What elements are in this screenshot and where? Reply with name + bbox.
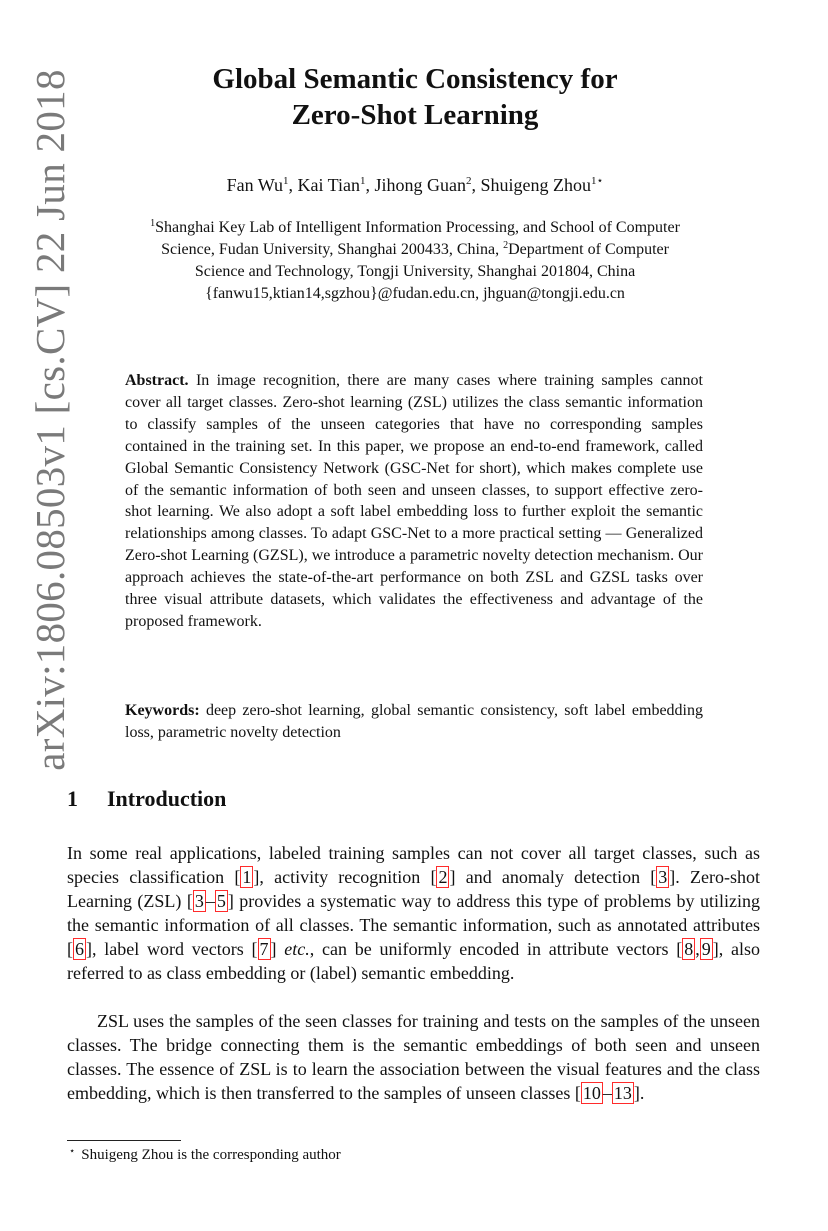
- citation[interactable]: [ 3 ]: [650, 867, 676, 887]
- citation-link[interactable]: 8: [684, 939, 694, 959]
- arxiv-stamp-text: arXiv:1806.08503v1 [cs.CV] 22 Jun 2018: [27, 69, 74, 771]
- body-text: , also referred to as class embedding or (label) semantic embedding.: [67, 939, 761, 983]
- author-name: Shuigeng Zhou: [480, 175, 592, 195]
- affiliations: [70, 217, 760, 305]
- author: [481, 175, 604, 195]
- keywords: [125, 700, 703, 744]
- affiliation-emails: {fanwu15,ktian14,sgzhou}@fudan.edu.cn, jhguan@tongji.edu.cn: [205, 285, 625, 302]
- citation-link[interactable]: 3: [658, 867, 668, 887]
- body-text: In some real applications, labeled training samples can not cover all target classes, such as species classification: [67, 843, 760, 887]
- citation[interactable]: [ 10 – 13 ]: [574, 1083, 640, 1103]
- author-affil-mark: 1: [360, 175, 366, 187]
- author-name: Fan Wu: [226, 175, 284, 195]
- body-text: and anomaly detection: [455, 867, 651, 887]
- intro-paragraph-2: [67, 1009, 760, 1105]
- footnote-rule: [67, 1140, 181, 1141]
- citation-dash: –: [205, 891, 215, 911]
- body-text: , label word vectors: [92, 939, 252, 959]
- citation-dash: –: [602, 1083, 612, 1103]
- affiliation-line-1: [70, 217, 760, 239]
- author-sep: ,: [471, 175, 481, 195]
- affiliation-text: Shanghai Key Lab of Intelligent Information Processing, and School of Computer: [155, 219, 680, 236]
- citation-link[interactable]: 2: [438, 867, 448, 887]
- citation[interactable]: [ 2 ]: [430, 867, 456, 887]
- section-title: Introduction: [107, 786, 227, 811]
- intro-paragraph-1: [67, 841, 760, 985]
- citation[interactable]: [ 6 ]: [67, 939, 92, 959]
- body-text: , activity recognition: [259, 867, 431, 887]
- section-number: 1: [67, 786, 78, 811]
- title-line-2: Zero-Shot Learning: [291, 99, 539, 131]
- keywords-label: Keywords:: [125, 702, 200, 719]
- citation-link[interactable]: 5: [216, 891, 226, 911]
- citation-link[interactable]: 1: [242, 867, 252, 887]
- affiliation-line-3: Science and Technology, Tongji University, Shanghai 201804, China: [194, 263, 636, 280]
- citation[interactable]: [ 7 ]: [251, 939, 277, 959]
- abstract: [125, 370, 703, 633]
- author-affil-mark: 1⋆: [591, 175, 604, 187]
- affil-mark-1: 1: [150, 218, 156, 229]
- author-sep: ,: [288, 175, 298, 195]
- arxiv-stamp: [22, 70, 78, 770]
- body-text: provides a systematic way to address this type of problems by utilizing the semantic information of all classes. The semantic information, such as annotated attributes: [67, 891, 760, 935]
- abstract-label: Abstract.: [125, 372, 189, 389]
- citation-link[interactable]: 3: [194, 891, 204, 911]
- citation-link[interactable]: 10: [582, 1083, 601, 1103]
- footnote-text: Shuigeng Zhou is the corresponding author: [81, 1147, 341, 1163]
- author-affil-mark: 2: [466, 175, 472, 187]
- author: [375, 175, 481, 195]
- affil-mark-2: 2: [503, 240, 509, 251]
- footnote-mark: ⋆: [69, 1146, 76, 1157]
- footnote: [67, 1146, 667, 1164]
- author: [227, 175, 298, 195]
- citation[interactable]: [ 8 , 9 ]: [676, 939, 719, 959]
- citation-link[interactable]: 9: [701, 939, 711, 959]
- body-text: , can be uniformly encoded in attribute vectors: [309, 939, 677, 959]
- paper-title: [120, 61, 710, 133]
- body-text-italic: etc.: [284, 939, 310, 959]
- citation[interactable]: [ 1 ]: [234, 867, 260, 887]
- citation-link[interactable]: 13: [613, 1083, 632, 1103]
- body-text: .: [639, 1083, 645, 1103]
- citation-link[interactable]: 6: [75, 939, 84, 959]
- body-text: ZSL uses the samples of the seen classes for training and tests on the samples of the unseen classes. The bridge connecting them is the semantic embeddings of both seen and unseen classes. The essence of ZSL is to learn the association between the visual features and the class embedding, which is then transferred to the samples of unseen classes: [67, 1011, 760, 1103]
- keywords-text: deep zero-shot learning, global semantic consistency, soft label embedding loss, parametric novelty detection: [125, 702, 703, 741]
- citation-link[interactable]: 7: [259, 939, 269, 959]
- affiliation-line-2: [70, 239, 760, 261]
- citation[interactable]: [ 3 – 5 ]: [186, 891, 234, 911]
- section-heading: [67, 786, 567, 812]
- author-name: Kai Tian: [297, 175, 361, 195]
- abstract-text: In image recognition, there are many cases where training samples cannot cover all target classes. Zero-shot learning (ZSL) utilizes the class semantic information to classify samples of the unseen categories that have no corresponding samples contained in the training set. In this paper, we propose an end-to-end framework, called Global Semantic Consistency Network (GSC-Net for short), which makes complete use of the semantic information of both seen and unseen classes, to support effective zero-shot learning. We also adopt a soft label embedding loss to further exploit the semantic relationships among classes. To adapt GSC-Net to a more practical setting — Generalized Zero-shot Learning (GZSL), we introduce a parametric novelty detection mechanism. Our approach achieves the state-of-the-art performance on both ZSL and GZSL tasks over three visual attribute datasets, which validates the effectiveness and advantage of the proposed framework.: [125, 372, 703, 630]
- title-line-1: Global Semantic Consistency for: [212, 63, 618, 95]
- affiliation-text: Science, Fudan University, Shanghai 200433, China,: [161, 241, 504, 258]
- body-text: . Zero-shot Learning (ZSL): [67, 867, 760, 911]
- author-list: [100, 175, 730, 196]
- author-sep: ,: [365, 175, 375, 195]
- author-affil-mark: 1: [283, 175, 289, 187]
- author: [298, 175, 375, 195]
- author-name: Jihong Guan: [374, 175, 467, 195]
- citation-comma: ,: [695, 939, 700, 959]
- affiliation-text: Department of Computer: [508, 241, 669, 258]
